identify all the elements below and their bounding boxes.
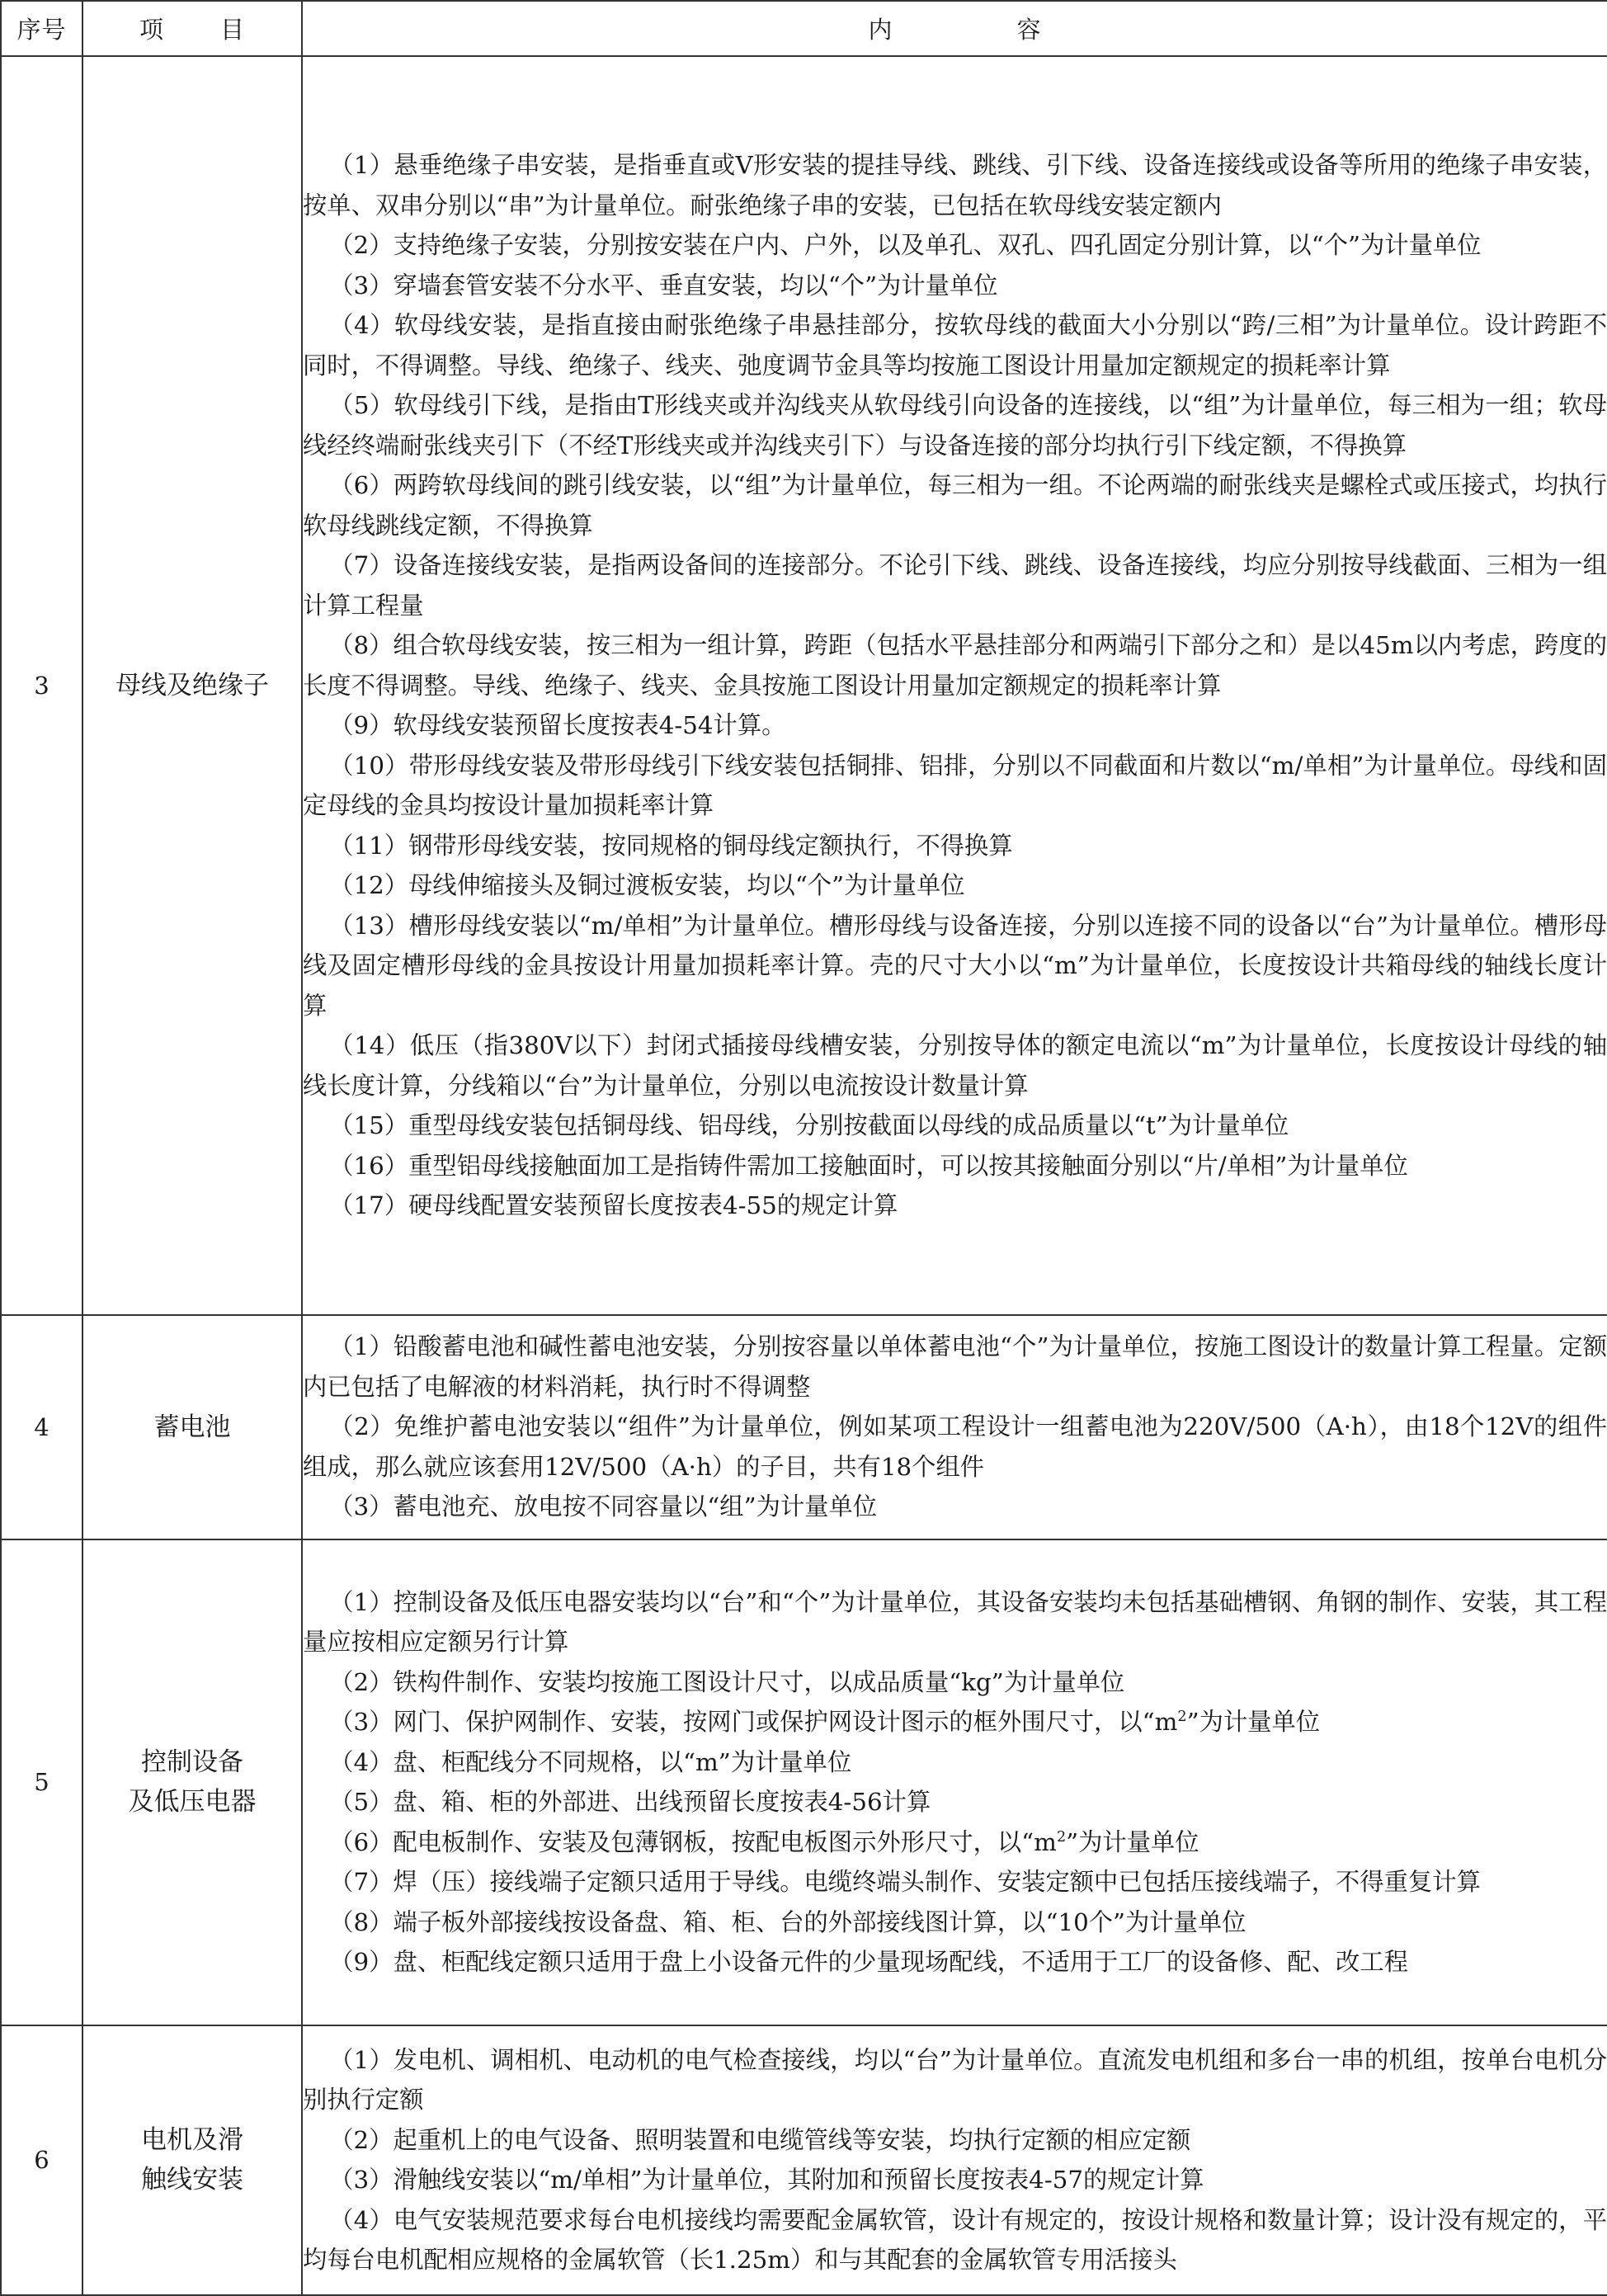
content-paragraph: （1）发电机、调相机、电动机的电气检查接线，均以“台”为计量单位。直流发电机组和多台一串的机组，按单台电机分别执行定额 [303, 2045, 1607, 2114]
content-paragraph: （14）低压（指380V以下）封闭式插接母线槽安装，分别按导体的额定电流以“m”为计量单位，长度按设计母线的轴线长度计算，分线箱以“台”为计量单位，分别以电流按设计数量计算 [303, 1031, 1607, 1100]
content-paragraph: （3）滑触线安装以“m/单相”为计量单位，其附加和预留长度按表4-57的规定计算 [329, 2166, 1204, 2195]
row-item [82, 2025, 302, 2295]
row-item: 蓄电池 [82, 1315, 302, 1539]
content-paragraph: （6）两跨软母线间的跳引线安装，以“组”为计量单位，每三相为一组。不论两端的耐张线夹是螺栓式或压接式，均执行软母线跳线定额，不得换算 [303, 471, 1607, 540]
content-paragraph: （4）电气安装规范要求每台电机接线均需要配金属软管，设计有规定的，按设计规格和数量计算；设计没有规定的，平均每台电机配相应规格的金属软管（长1.25m）和与其配套的金属软管专用活接头 [303, 2205, 1607, 2275]
row-item-line: 触线安装 [141, 2165, 243, 2195]
superscript-two: 2 [1177, 1709, 1187, 1726]
row-content [302, 1539, 1607, 2025]
row-number: 6 [1, 2025, 82, 2295]
content-paragraph: （5）盘、箱、柜的外部进、出线预留长度按表4-56计算 [329, 1788, 931, 1817]
row-item-line: 及低压电器 [128, 1787, 257, 1817]
superscript-two: 2 [1056, 1828, 1067, 1846]
content-paragraph: （13）槽形母线安装以“m/单相”为计量单位。槽形母线与设备连接，分别以连接不同的设备以“台”为计量单位。槽形母线及固定槽形母线的金具按设计用量加损耗率计算。壳的尺寸大小以“m”为计量单位，长度按设计共箱母线的轴线长度计算 [303, 911, 1607, 1020]
row-item-line: 电机及滑 [141, 2125, 243, 2156]
content-paragraph: （15）重型母线安装包括铜母线、铝母线，分别按截面以母线的成品质量以“t”为计量单位 [329, 1111, 1289, 1140]
content-paragraph: （3）穿墙套管安装不分水平、垂直安装，均以“个”为计量单位 [329, 271, 998, 299]
row-number: 3 [1, 56, 82, 1315]
content-paragraph: （11）钢带形母线安装，按同规格的铜母线定额执行，不得换算 [329, 831, 1013, 860]
header-content [302, 1, 1607, 56]
header-item-char-2: 目 [220, 16, 246, 44]
table-row-4 [1, 1315, 1607, 1539]
content-paragraph: （8）端子板外部接线按设备盘、箱、柜、台的外部接线图计算，以“10个”为计量单位 [329, 1907, 1246, 1936]
row-number: 4 [1, 1315, 82, 1539]
content-paragraph: （2）支持绝缘子安装，分别按安装在户内、户外，以及单孔、双孔、四孔固定分别计算，以“个”为计量单位 [329, 231, 1482, 260]
content-paragraph: （3）网门、保护网制作、安装，按网门或保护网设计图示的框外围尺寸，以“$m^2$”为计量单位 [329, 1708, 1321, 1737]
content-paragraph: （6）配电板制作、安装及包薄钢板，按配电板图示外形尺寸，以“$m^2$”为计量单位 [329, 1827, 1199, 1856]
header-content-char-1: 内 [868, 16, 893, 44]
content-paragraph: （1）控制设备及低压电器安装均以“台”和“个”为计量单位，其设备安装均未包括基础槽钢、角钢的制作、安装，其工程量应按相应定额另行计算 [303, 1587, 1607, 1657]
header-item-char-1: 项 [139, 16, 164, 44]
header-item [82, 1, 302, 56]
content-paragraph: （2）起重机上的电气设备、照明装置和电缆管线等安装，均执行定额的相应定额 [329, 2125, 1191, 2154]
content-paragraph: （9）盘、柜配线定额只适用于盘上小设备元件的少量现场配线，不适用于工厂的设备修、配、改工程 [329, 1948, 1408, 1977]
content-paragraph: （2）免维护蓄电池安装以“组件”为计量单位，例如某项工程设计一组蓄电池为220V/500（A·h），由18个12V的组件组成，那么就应该套用12V/500（A·h）的子目，共有18个组件 [303, 1412, 1607, 1481]
content-paragraph: （4）软母线安装，是指直接由耐张绝缘子串悬挂部分，按软母线的截面大小分别以“跨/三相”为计量单位。设计跨距不同时，不得调整。导线、绝缘子、线夹、弛度调节金具等均按施工图设计用量加定额规定的损耗率计算 [303, 311, 1607, 380]
header-content-char-2: 容 [1016, 16, 1042, 44]
row-content [302, 1315, 1607, 1539]
content-paragraph: （2）铁构件制作、安装均按施工图设计尺寸，以成品质量“kg”为计量单位 [329, 1667, 1125, 1696]
table-row-3 [1, 56, 1607, 1315]
content-paragraph: （9）软母线安装预留长度按表4-54计算。 [329, 711, 786, 740]
table-header-row [1, 1, 1607, 56]
row-item: 母线及绝缘子 [82, 56, 302, 1315]
row-number: 5 [1, 1539, 82, 2025]
table-row-6 [1, 2025, 1607, 2295]
content-paragraph: （17）硬母线配置安装预留长度按表4-55的规定计算 [329, 1191, 898, 1220]
content-paragraph: （7）焊（压）接线端子定额只适用于导线。电缆终端头制作、安装定额中已包括压接线端子，不得重复计算 [329, 1868, 1481, 1897]
content-paragraph: （16）重型铝母线接触面加工是指铸件需加工接触面时，可以按其接触面分别以“片/单相”为计量单位 [329, 1151, 1408, 1180]
row-content [302, 56, 1607, 1315]
table-row-5 [1, 1539, 1607, 2025]
content-paragraph: （1）悬垂绝缘子串安装，是指垂直或V形安装的提挂导线、跳线、引下线、设备连接线或设备等所用的绝缘子串安装，按单、双串分别以“串”为计量单位。耐张绝缘子串的安装，已包括在软母线安装定额内 [303, 151, 1607, 219]
content-paragraph: （7）设备连接线安装，是指两设备间的连接部分。不论引下线、跳线、设备连接线，均应分别按导线截面、三相为一组计算工程量 [303, 551, 1607, 620]
content-paragraph: （4）盘、柜配线分不同规格，以“m”为计量单位 [329, 1747, 852, 1776]
content-paragraph: （5）软母线引下线，是指由T形线夹或并沟线夹从软母线引向设备的连接线，以“组”为计量单位，每三相为一组；软母线经终端耐张线夹引下（不经T形线夹或并沟线夹引下）与设备连接的部分均执行引下线定额，不得换算 [303, 391, 1607, 460]
row-item [82, 1539, 302, 2025]
row-content [302, 2025, 1607, 2295]
row-item-line: 控制设备 [141, 1747, 243, 1778]
content-paragraph: （10）带形母线安装及带形母线引下线安装包括铜排、铝排，分别以不同截面和片数以“m/单相”为计量单位。母线和固定母线的金具均按设计量加损耗率计算 [303, 751, 1607, 820]
content-paragraph: （12）母线伸缩接头及铜过渡板安装，均以“个”为计量单位 [329, 871, 965, 900]
content-paragraph: （3）蓄电池充、放电按不同容量以“组”为计量单位 [329, 1492, 878, 1521]
header-num: 序号 [1, 1, 82, 56]
content-paragraph: （8）组合软母线安装，按三相为一组计算，跨距（包括水平悬挂部分和两端引下部分之和）是以45m以内考虑，跨度的长度不得调整。导线、绝缘子、线夹、金具按施工图设计用量加定额规定的损耗率计算 [303, 631, 1607, 700]
content-paragraph: （1）铅酸蓄电池和碱性蓄电池安装，分别按容量以单体蓄电池“个”为计量单位，按施工图设计的数量计算工程量。定额内已包括了电解液的材料消耗，执行时不得调整 [303, 1332, 1607, 1401]
